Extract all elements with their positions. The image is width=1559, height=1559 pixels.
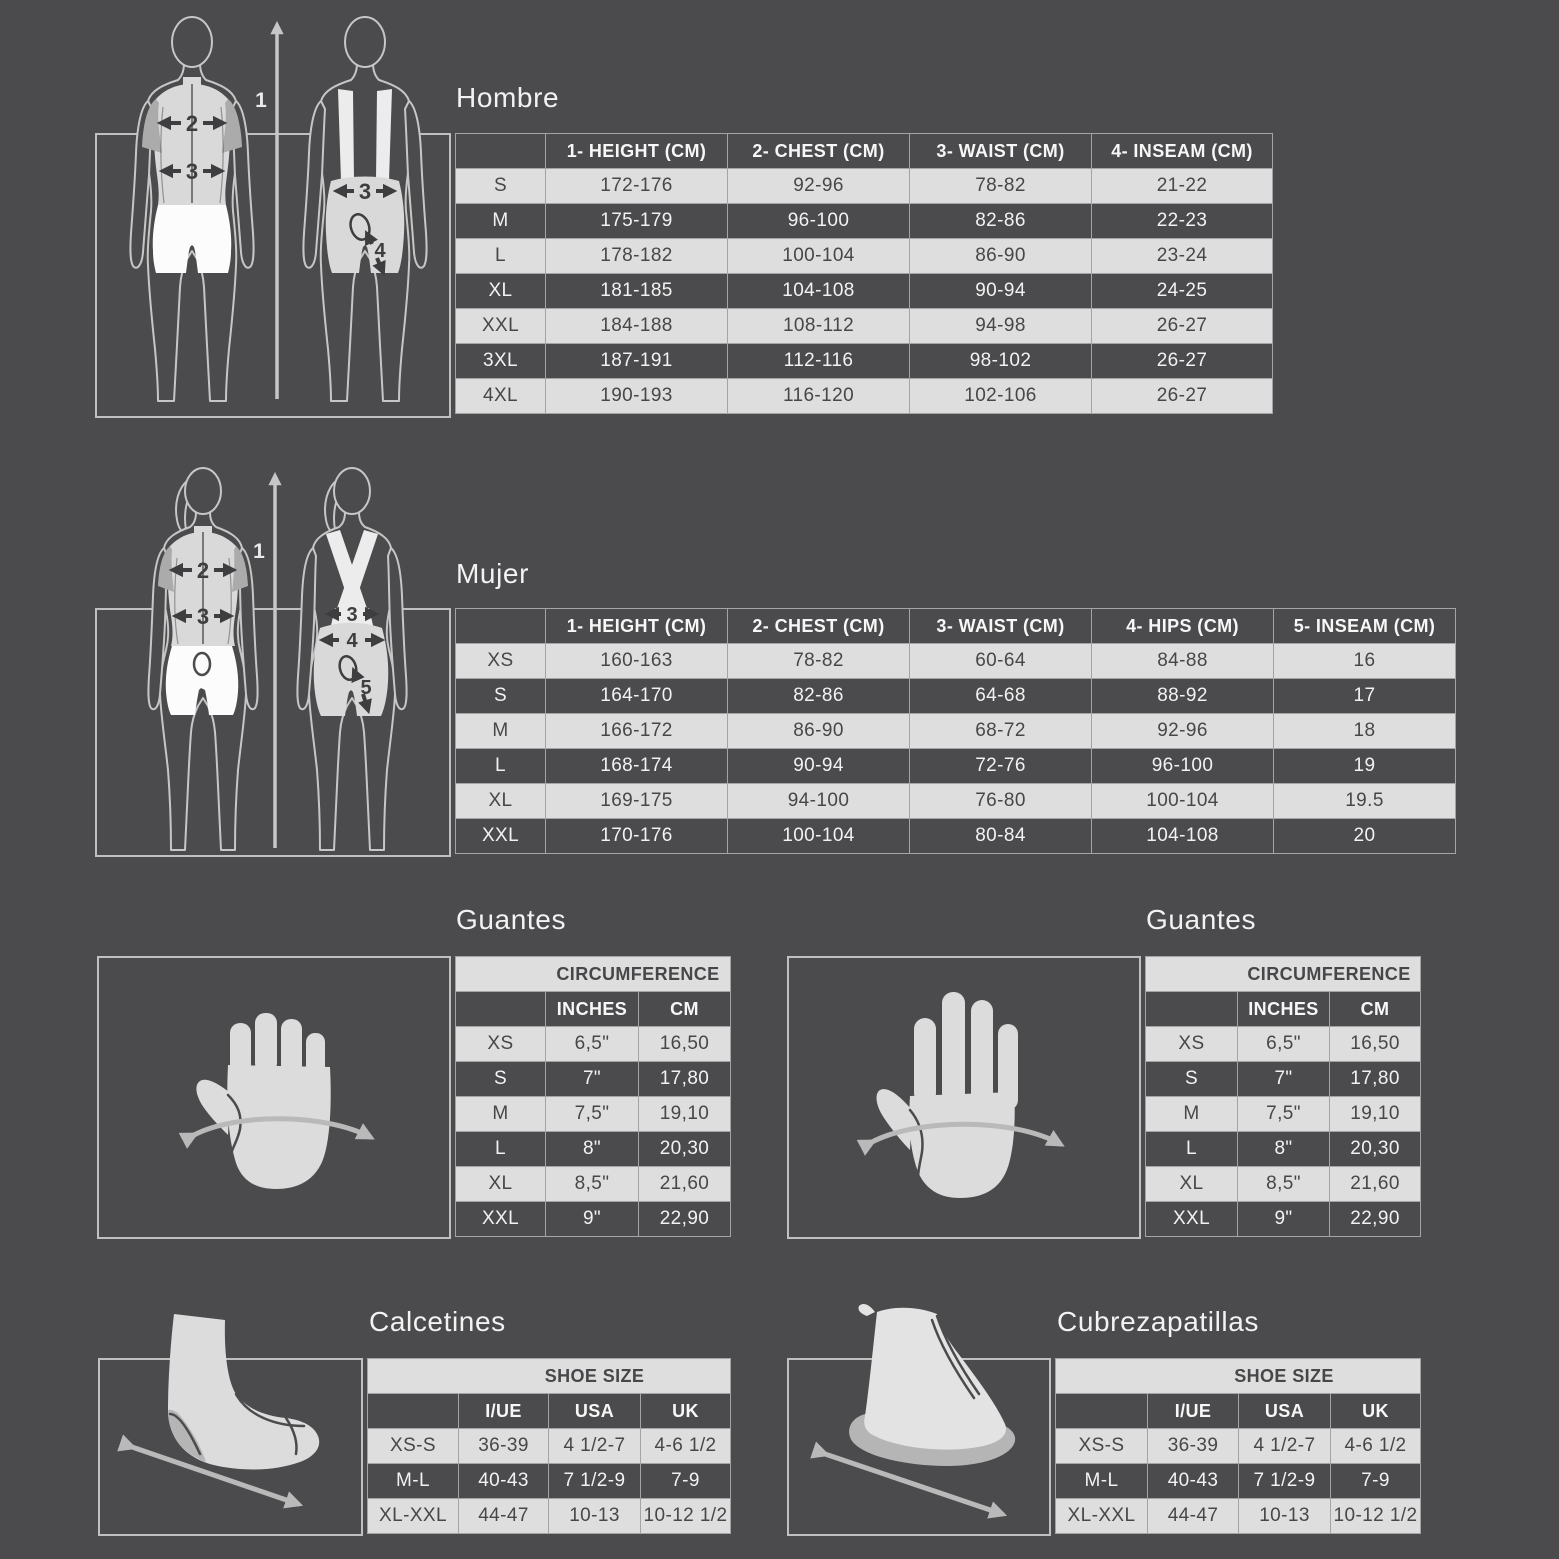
size-cell: XL-XXL [1056, 1499, 1148, 1534]
table-cell: 18 [1274, 714, 1456, 749]
table-row [456, 784, 1456, 819]
table-row [456, 1097, 731, 1132]
male-figures-illustration [95, 5, 455, 417]
table-cell: 172-176 [546, 169, 728, 204]
table-cell: 166-172 [546, 714, 728, 749]
column-header: 3- WAIST (CM) [910, 134, 1092, 169]
size-cell: L [1146, 1132, 1238, 1167]
size-cell: M [456, 204, 546, 239]
table-cell: 16,50 [639, 1027, 731, 1062]
table-cell: 181-185 [546, 274, 728, 309]
table-row [456, 274, 1273, 309]
column-header: 5- INSEAM (CM) [1274, 609, 1456, 644]
size-cell: XS-S [368, 1429, 459, 1464]
table-row [1056, 1429, 1421, 1464]
column-header [456, 992, 546, 1027]
table-cell: 19 [1274, 749, 1456, 784]
group-header-row [368, 1359, 731, 1394]
waist-label: 3 [185, 159, 199, 184]
table-cell: 8" [546, 1132, 639, 1167]
table-cell: 4 1/2-7 [1239, 1429, 1331, 1464]
table-row [456, 204, 1273, 239]
table-cell: 10-12 1/2 [1331, 1499, 1421, 1534]
table-cell: 78-82 [910, 169, 1092, 204]
table-header-row [456, 609, 1456, 644]
table-header-row [456, 134, 1273, 169]
column-header: I/UE [1148, 1394, 1239, 1429]
table-header-row [1056, 1394, 1421, 1429]
table-cell: 94-100 [728, 784, 910, 819]
table-cell: 80-84 [910, 819, 1092, 854]
table-row [456, 344, 1273, 379]
table-cell: 96-100 [728, 204, 910, 239]
waist-label: 3 [196, 604, 210, 629]
table-cell: 9" [1238, 1202, 1330, 1237]
table-cell: 116-120 [728, 379, 910, 414]
table-row [456, 239, 1273, 274]
table-cell: 175-179 [546, 204, 728, 239]
overshoe-illustration [795, 1296, 1045, 1524]
table-cell: 78-82 [728, 644, 910, 679]
size-cell: M-L [1056, 1464, 1148, 1499]
waist-label-back: 3 [346, 604, 358, 626]
table-cell: 86-90 [910, 239, 1092, 274]
table-cell: 19.5 [1274, 784, 1456, 819]
group-header: SHOE SIZE [1056, 1359, 1421, 1394]
table-cell: 8,5" [1238, 1167, 1330, 1202]
table-cell: 26-27 [1092, 344, 1273, 379]
full-finger-glove-illustration [848, 958, 1098, 1216]
table-cell: 19,10 [1330, 1097, 1421, 1132]
table-cell: 90-94 [910, 274, 1092, 309]
table-cell: 7-9 [1331, 1464, 1421, 1499]
group-header: CIRCUMFERENCE [1146, 957, 1421, 992]
table-row [456, 1062, 731, 1097]
table-cell: 104-108 [1092, 819, 1274, 854]
table-row [456, 169, 1273, 204]
chest-label: 2 [185, 111, 199, 136]
table-cell: 88-92 [1092, 679, 1274, 714]
table-row [368, 1499, 731, 1534]
male-front-figure [130, 17, 253, 401]
table-cell: 82-86 [910, 204, 1092, 239]
column-header [1146, 992, 1238, 1027]
size-cell: XS [1146, 1027, 1238, 1062]
table-row [456, 679, 1456, 714]
size-cell: XL-XXL [368, 1499, 459, 1534]
chamois-oval-front [194, 653, 210, 675]
column-header [456, 609, 546, 644]
table-row [456, 749, 1456, 784]
table-cell: 190-193 [546, 379, 728, 414]
table-row [456, 1027, 731, 1062]
table-cell: 169-175 [546, 784, 728, 819]
female-figures-illustration [95, 458, 455, 858]
table-cell: 40-43 [1148, 1464, 1239, 1499]
table-cell: 21,60 [1330, 1167, 1421, 1202]
size-cell: XXL [456, 309, 546, 344]
table-cell: 8" [1238, 1132, 1330, 1167]
table-cell: 44-47 [1148, 1499, 1239, 1534]
table-header-row [368, 1394, 731, 1429]
sock-illustration [108, 1298, 348, 1516]
size-cell: L [456, 1132, 546, 1167]
size-cell: XXL [456, 819, 546, 854]
column-header: I/UE [459, 1394, 549, 1429]
table-row [456, 644, 1456, 679]
table-cell: 16,50 [1330, 1027, 1421, 1062]
table-cell: 17 [1274, 679, 1456, 714]
guantes-right-table [1145, 956, 1421, 1237]
calcetines-title: Calcetines [369, 1306, 506, 1337]
group-header: SHOE SIZE [368, 1359, 731, 1394]
table-cell: 10-13 [1239, 1499, 1331, 1534]
table-row [456, 309, 1273, 344]
height-label: 1 [253, 540, 265, 563]
table-cell: 26-27 [1092, 379, 1273, 414]
table-cell: 21,60 [639, 1167, 731, 1202]
size-cell: L [456, 749, 546, 784]
table-row [456, 1132, 731, 1167]
table-cell: 44-47 [459, 1499, 549, 1534]
table-cell: 6,5" [546, 1027, 639, 1062]
cubrezapatillas-table [1055, 1358, 1421, 1534]
male-back-figure [303, 17, 426, 401]
column-header: 2- CHEST (CM) [728, 609, 910, 644]
table-row [1146, 1097, 1421, 1132]
waist-label-back: 3 [358, 179, 372, 204]
size-cell: M [456, 1097, 546, 1132]
table-cell: 22,90 [1330, 1202, 1421, 1237]
table-cell: 86-90 [728, 714, 910, 749]
table-cell: 100-104 [728, 819, 910, 854]
table-cell: 92-96 [1092, 714, 1274, 749]
table-cell: 22,90 [639, 1202, 731, 1237]
table-row [456, 819, 1456, 854]
column-header [456, 134, 546, 169]
table-cell: 26-27 [1092, 309, 1273, 344]
table-row [1146, 1202, 1421, 1237]
table-cell: 96-100 [1092, 749, 1274, 784]
table-cell: 7,5" [1238, 1097, 1330, 1132]
table-cell: 72-76 [910, 749, 1092, 784]
table-cell: 64-68 [910, 679, 1092, 714]
mujer-size-table [455, 608, 1456, 854]
table-cell: 7" [546, 1062, 639, 1097]
hombre-size-table [455, 133, 1273, 414]
size-cell: M-L [368, 1464, 459, 1499]
table-cell: 23-24 [1092, 239, 1273, 274]
table-cell: 187-191 [546, 344, 728, 379]
size-cell: XXL [1146, 1202, 1238, 1237]
table-cell: 7 1/2-9 [1239, 1464, 1331, 1499]
cubrezapatillas-title: Cubrezapatillas [1057, 1306, 1259, 1337]
table-cell: 4-6 1/2 [641, 1429, 731, 1464]
guantes-left-title: Guantes [456, 904, 567, 935]
table-row [456, 1167, 731, 1202]
group-header-row [1146, 957, 1421, 992]
table-cell: 94-98 [910, 309, 1092, 344]
size-cell: L [456, 239, 546, 274]
table-cell: 164-170 [546, 679, 728, 714]
height-label: 1 [255, 89, 267, 112]
table-cell: 60-64 [910, 644, 1092, 679]
size-cell: XL [1146, 1167, 1238, 1202]
table-cell: 102-106 [910, 379, 1092, 414]
table-cell: 17,80 [1330, 1062, 1421, 1097]
table-row [368, 1429, 731, 1464]
table-cell: 19,10 [639, 1097, 731, 1132]
table-cell: 36-39 [1148, 1429, 1239, 1464]
size-cell: XL [456, 784, 546, 819]
table-row [1146, 1167, 1421, 1202]
table-cell: 22-23 [1092, 204, 1273, 239]
size-cell: 3XL [456, 344, 546, 379]
hombre-title: Hombre [456, 82, 560, 113]
table-header-row [1146, 992, 1421, 1027]
table-row [1056, 1464, 1421, 1499]
table-cell: 20 [1274, 819, 1456, 854]
table-cell: 6,5" [1238, 1027, 1330, 1062]
size-cell: XXL [456, 1202, 546, 1237]
fingerless-glove-illustration [172, 985, 402, 1215]
column-header: USA [1239, 1394, 1331, 1429]
calcetines-table [367, 1358, 731, 1534]
table-cell: 4-6 1/2 [1331, 1429, 1421, 1464]
table-cell: 10-12 1/2 [641, 1499, 731, 1534]
table-cell: 112-116 [728, 344, 910, 379]
size-cell: XS [456, 1027, 546, 1062]
table-cell: 104-108 [728, 274, 910, 309]
table-cell: 8,5" [546, 1167, 639, 1202]
table-cell: 40-43 [459, 1464, 549, 1499]
size-cell: XL [456, 1167, 546, 1202]
size-cell: S [456, 679, 546, 714]
column-header: INCHES [546, 992, 639, 1027]
column-header: 4- INSEAM (CM) [1092, 134, 1273, 169]
column-header: 1- HEIGHT (CM) [546, 609, 728, 644]
table-row [1146, 1132, 1421, 1167]
table-cell: 7 1/2-9 [549, 1464, 641, 1499]
table-cell: 100-104 [728, 239, 910, 274]
table-cell: 160-163 [546, 644, 728, 679]
table-row [456, 714, 1456, 749]
table-row [456, 1202, 731, 1237]
size-cell: S [456, 1062, 546, 1097]
female-back-figure [297, 468, 406, 850]
size-cell: S [456, 169, 546, 204]
table-cell: 108-112 [728, 309, 910, 344]
table-row [368, 1464, 731, 1499]
column-header: CM [1330, 992, 1421, 1027]
size-cell: M [456, 714, 546, 749]
table-header-row [456, 992, 731, 1027]
table-cell: 170-176 [546, 819, 728, 854]
guantes-left-table [455, 956, 731, 1237]
column-header: CM [639, 992, 731, 1027]
mujer-title: Mujer [456, 558, 530, 589]
table-cell: 92-96 [728, 169, 910, 204]
table-cell: 10-13 [549, 1499, 641, 1534]
table-cell: 7,5" [546, 1097, 639, 1132]
table-cell: 16 [1274, 644, 1456, 679]
table-cell: 82-86 [728, 679, 910, 714]
table-cell: 24-25 [1092, 274, 1273, 309]
table-cell: 84-88 [1092, 644, 1274, 679]
hips-label: 4 [346, 630, 358, 652]
column-header: USA [549, 1394, 641, 1429]
column-header: 3- WAIST (CM) [910, 609, 1092, 644]
column-header: 4- HIPS (CM) [1092, 609, 1274, 644]
table-row [1146, 1027, 1421, 1062]
table-cell: 184-188 [546, 309, 728, 344]
group-header-row [1056, 1359, 1421, 1394]
size-cell: XS [456, 644, 546, 679]
inseam-label: 4 [374, 240, 386, 262]
column-header [1056, 1394, 1148, 1429]
guantes-right-title: Guantes [1146, 904, 1257, 935]
table-cell: 21-22 [1092, 169, 1273, 204]
size-cell: 4XL [456, 379, 546, 414]
table-cell: 9" [546, 1202, 639, 1237]
table-cell: 7" [1238, 1062, 1330, 1097]
table-cell: 20,30 [639, 1132, 731, 1167]
inseam-label: 5 [360, 677, 372, 699]
chest-label: 2 [196, 558, 210, 583]
column-header [368, 1394, 459, 1429]
table-row [1056, 1499, 1421, 1534]
table-cell: 168-174 [546, 749, 728, 784]
table-cell: 7-9 [641, 1464, 731, 1499]
group-header: CIRCUMFERENCE [456, 957, 731, 992]
female-front-figure [148, 468, 257, 850]
column-header: UK [1331, 1394, 1421, 1429]
table-cell: 76-80 [910, 784, 1092, 819]
column-header: INCHES [1238, 992, 1330, 1027]
table-cell: 68-72 [910, 714, 1092, 749]
table-row [1146, 1062, 1421, 1097]
size-cell: XS-S [1056, 1429, 1148, 1464]
table-row [456, 379, 1273, 414]
height-arrow [255, 25, 277, 399]
table-cell: 17,80 [639, 1062, 731, 1097]
table-cell: 36-39 [459, 1429, 549, 1464]
column-header: 2- CHEST (CM) [728, 134, 910, 169]
table-cell: 20,30 [1330, 1132, 1421, 1167]
table-cell: 4 1/2-7 [549, 1429, 641, 1464]
column-header: UK [641, 1394, 731, 1429]
table-cell: 98-102 [910, 344, 1092, 379]
column-header: 1- HEIGHT (CM) [546, 134, 728, 169]
table-cell: 90-94 [728, 749, 910, 784]
table-cell: 178-182 [546, 239, 728, 274]
table-cell: 100-104 [1092, 784, 1274, 819]
size-cell: S [1146, 1062, 1238, 1097]
size-cell: M [1146, 1097, 1238, 1132]
group-header-row [456, 957, 731, 992]
size-cell: XL [456, 274, 546, 309]
